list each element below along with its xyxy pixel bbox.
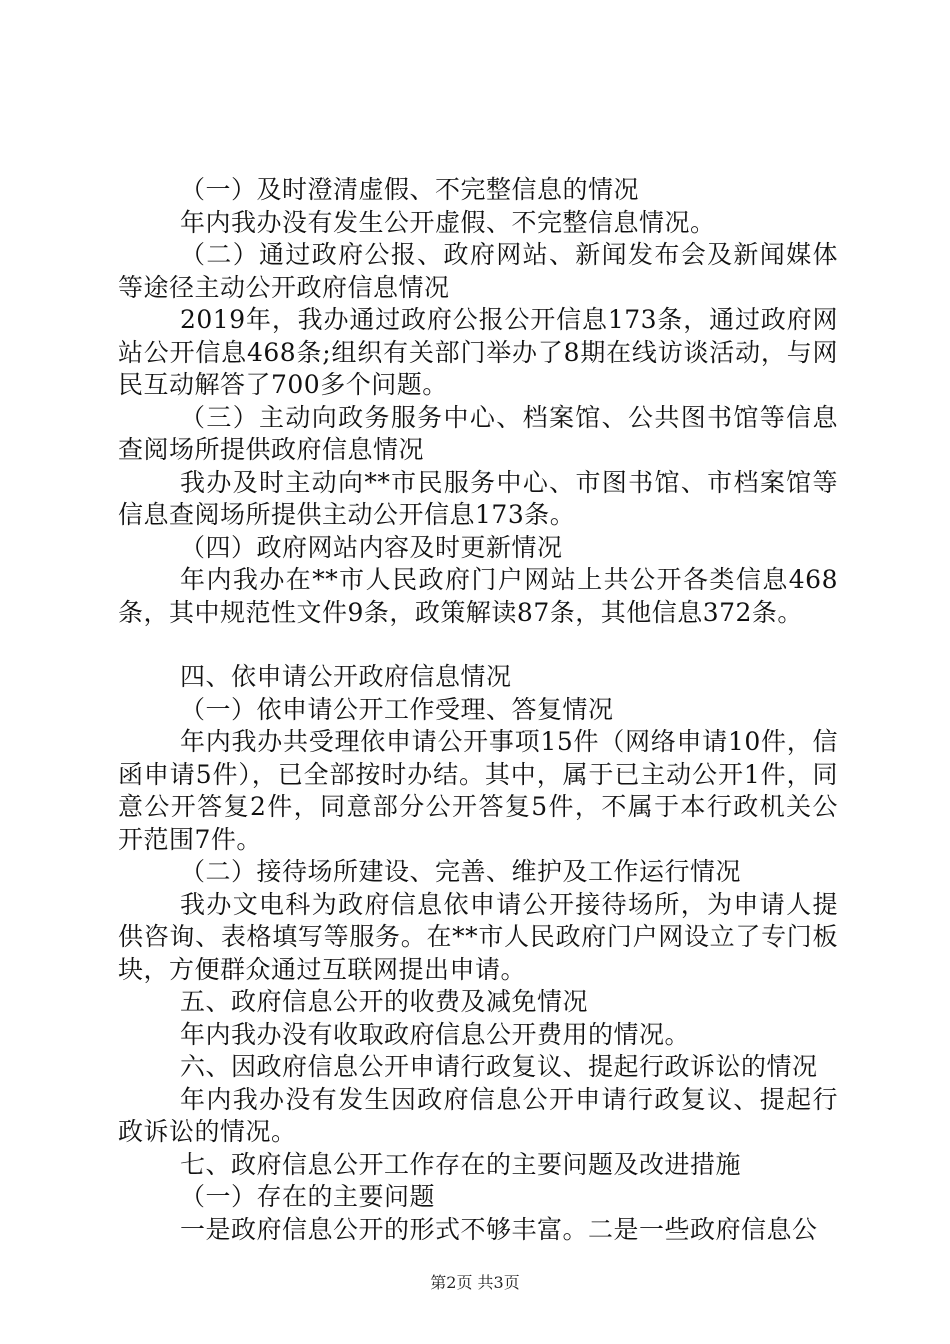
- section-heading-seven: 七、政府信息公开工作存在的主要问题及改进措施: [180, 1149, 742, 1179]
- page-number-footer: 第2页 共3页: [430, 1273, 520, 1292]
- document-body: [118, 174, 838, 1246]
- heading-active-disclosure-channels: （二）通过政府公报、政府网站、新闻发布会及新闻媒体等途径主动公开政府信息情况: [118, 240, 838, 302]
- paragraph-request-handling: 年内我办共受理依申请公开事项15件（网络申请10件，信函申请5件），已全部按时办结。其中，属于已主动公开1件，同意公开答复2件，同意部分公开答复5件，不属于本行政机关公开范围7件。: [118, 727, 838, 854]
- heading-website-updates: （四）政府网站内容及时更新情况: [180, 532, 563, 562]
- heading-clarify-false-info: （一）及时澄清虚假、不完整信息的情况: [180, 175, 640, 204]
- paragraph-disclosure-stats: 2019年，我办通过政府公报公开信息173条，通过政府网站公开信息468条;组织有关部门举办了8期在线访谈活动，与网民互动解答了700多个问题。: [118, 305, 838, 399]
- heading-reception-venue: （二）接待场所建设、完善、维护及工作运行情况: [180, 857, 742, 886]
- heading-request-handling: （一）依申请公开工作受理、答复情况: [180, 694, 614, 724]
- heading-main-problems: （一）存在的主要问题: [180, 1182, 436, 1211]
- paragraph-reception-venue: 我办文电科为政府信息依申请公开接待场所，为申请人提供咨询、表格填写等服务。在**市人民政府门户网设立了专门板块，方便群众通过互联网提出申请。: [118, 889, 838, 984]
- section-heading-five: 五、政府信息公开的收费及减免情况: [180, 987, 589, 1016]
- paragraph-website-updates: 年内我办在**市人民政府门户网站上共公开各类信息468条，其中规范性文件9条，政策解读87条，其他信息372条。: [118, 565, 838, 627]
- paragraph-review-litigation: 年内我办没有发生因政府信息公开申请行政复议、提起行政诉讼的情况。: [118, 1084, 838, 1146]
- paragraph-main-problems: 一是政府信息公开的形式不够丰富。二是一些政府信息公: [180, 1214, 818, 1244]
- heading-reading-venues: （三）主动向政务服务中心、档案馆、公共图书馆等信息查阅场所提供政府信息情况: [118, 402, 838, 464]
- section-heading-four: 四、依申请公开政府信息情况: [180, 662, 512, 691]
- paragraph-no-false-info: 年内我办没有发生公开虚假、不完整信息情况。: [180, 207, 716, 237]
- paragraph-fees: 年内我办没有收取政府信息公开费用的情况。: [180, 1019, 691, 1049]
- section-heading-six: 六、因政府信息公开申请行政复议、提起行政诉讼的情况: [180, 1052, 818, 1081]
- paragraph-reading-venues: 我办及时主动向**市民服务中心、市图书馆、市档案馆等信息查阅场所提供主动公开信息173条。: [118, 467, 838, 529]
